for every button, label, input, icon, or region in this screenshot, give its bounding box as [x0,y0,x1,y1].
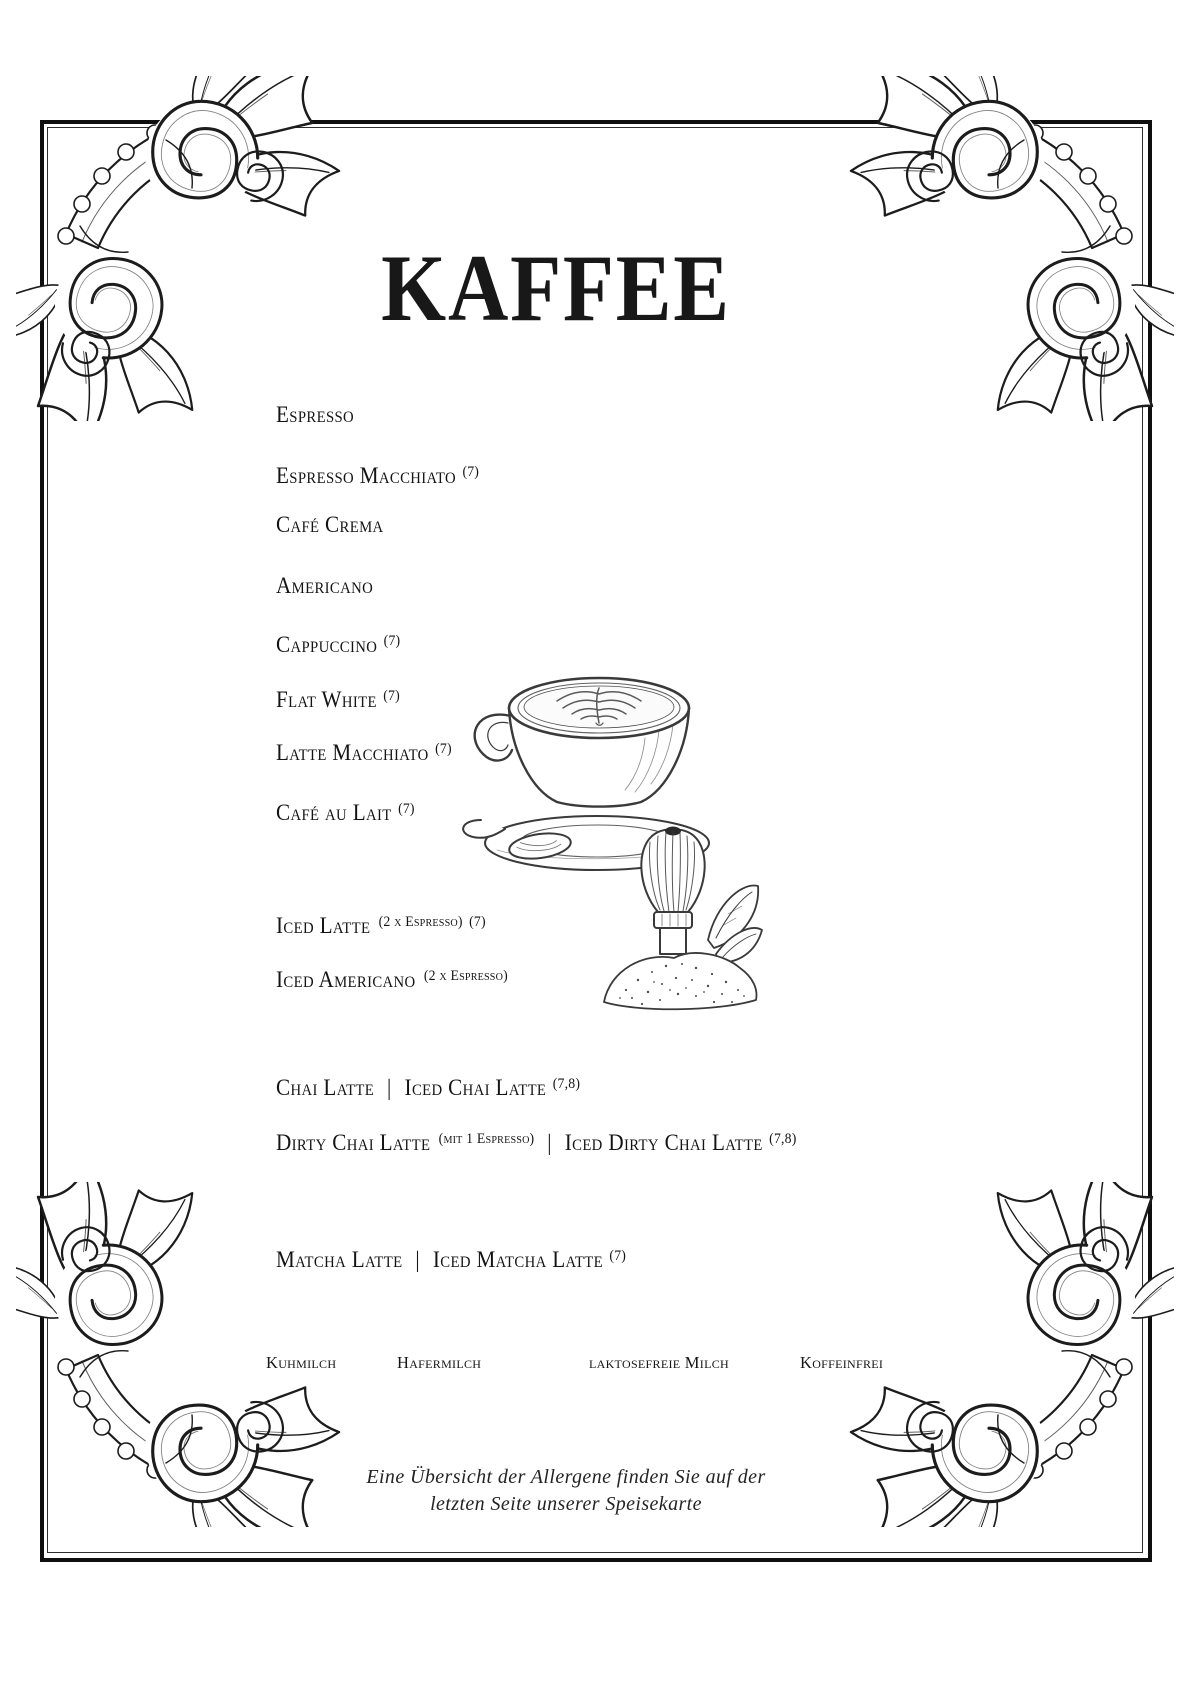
allergen-superscript: (7,8) [769,1131,797,1147]
item-name: Dirty Chai Latte [276,1130,431,1155]
menu-item-iced-americano [276,962,508,994]
legend-koffeinfrei: Koffeinfrei [800,1353,884,1372]
item-name: Iced Latte [276,913,371,938]
allergen-superscript: (7) [383,688,400,704]
allergen-superscript: (7) [435,741,452,757]
menu-item-espresso [276,401,354,429]
item-name: Iced Chai Latte [404,1075,547,1100]
item-separator: | [547,1130,552,1155]
item-note: (mit 1 Espresso) [438,1131,535,1147]
allergen-superscript: (7,8) [552,1076,581,1092]
allergen-superscript: (7) [469,914,486,930]
item-name: Espresso [276,402,355,427]
footer-line-2: letzten Seite unserer Speisekarte [430,1493,702,1515]
menu-item-cafe-au-lait [276,795,415,827]
menu-item-matcha-latte [276,1242,626,1274]
menu-item-chai-latte [276,1070,580,1102]
item-separator: | [415,1247,420,1272]
item-name: Café au Lait [276,800,392,825]
allergen-superscript: (7) [398,801,415,817]
item-name: Flat White [276,687,377,712]
legend-kuhmilch: Kuhmilch [266,1353,337,1372]
item-name: Iced Dirty Chai Latte [564,1130,763,1155]
matcha-whisk-icon [596,812,766,1017]
item-name: Espresso Macchiato [276,463,457,488]
menu-item-cappuccino [276,627,400,659]
allergen-superscript: (7) [609,1248,627,1264]
item-name: Iced Matcha Latte [432,1247,603,1272]
item-name: Chai Latte [276,1075,375,1100]
menu-item-americano [276,572,373,600]
allergen-superscript: (7) [383,633,401,649]
legend-laktosefreie-milch: laktosefreie Milch [589,1353,729,1372]
page-title: KAFFEE [381,235,731,341]
menu-item-cafe-crema [276,511,384,539]
item-note: (2 x Espresso) [378,914,463,930]
item-name: Café Crema [276,512,384,537]
menu-item-dirty-chai-latte [276,1125,797,1157]
menu-item-espresso-macchiato [276,458,479,490]
item-note: (2 x Espresso) [423,968,508,984]
allergen-superscript: (7) [462,464,480,480]
item-name: Americano [276,573,374,598]
menu-item-iced-latte [276,908,486,940]
legend-hafermilch: Hafermilch [397,1353,482,1372]
item-name: Iced Americano [276,967,416,992]
corner-ornament-top-right-icon [829,76,1174,421]
item-name: Matcha Latte [276,1247,403,1272]
item-name: Cappuccino [276,632,378,657]
item-name: Latte Macchiato [276,740,429,765]
allergen-footer-note [276,1464,856,1518]
footer-line-1: Eine Übersicht der Allergene finden Sie auf der [366,1466,766,1488]
menu-item-latte-macchiato [276,735,452,767]
item-separator: | [387,1075,392,1100]
menu-item-flat-white [276,682,400,714]
